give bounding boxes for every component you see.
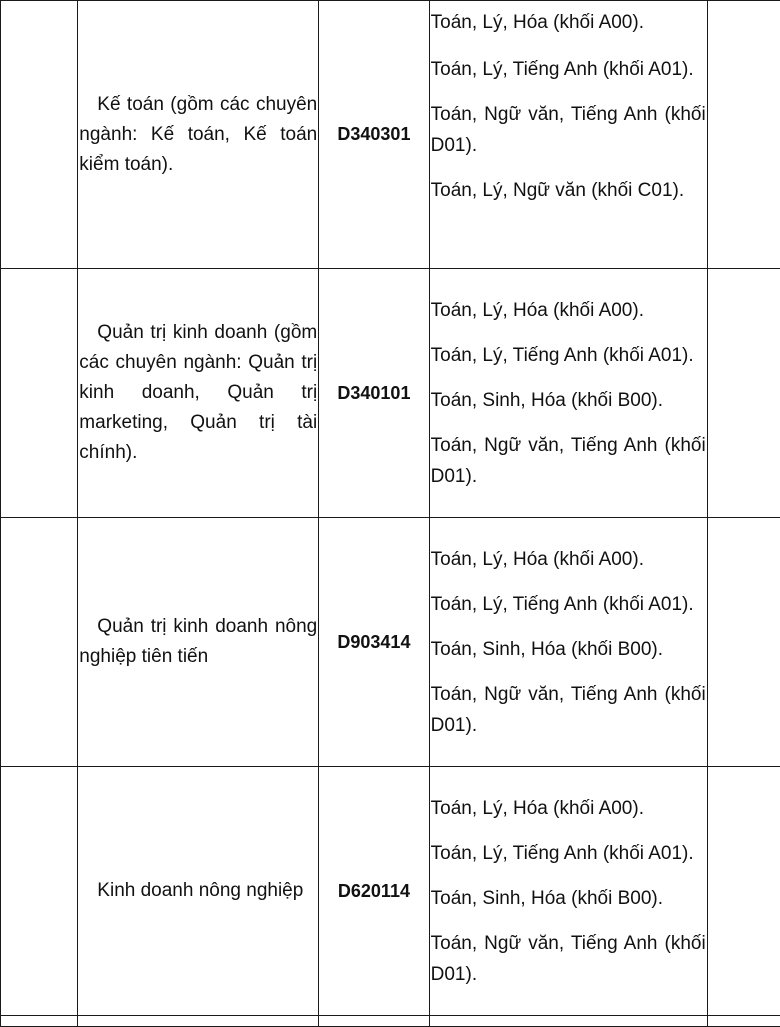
subject-combo: Toán, Sinh, Hóa (khối B00). — [431, 634, 706, 665]
subject-combo: Toán, Lý, Tiếng Anh (khối A01). — [431, 838, 706, 869]
subject-combo: Toán, Lý, Tiếng Anh (khối A01). — [431, 54, 706, 85]
code-cell — [319, 767, 429, 1016]
subject-combo: Toán, Ngữ văn, Tiếng Anh (khối D01). — [431, 99, 706, 161]
major-cell — [78, 518, 319, 767]
subject-combo: Toán, Ngữ văn, Tiếng Anh (khối D01). — [431, 430, 706, 492]
subject-combo: Toán, Lý, Hóa (khối A00). — [431, 7, 706, 38]
major-name: Quản trị kinh doanh nông nghiệp tiên tiến — [78, 612, 318, 672]
subjects-cell — [429, 269, 707, 518]
major-cell — [78, 767, 319, 1016]
note-cell — [707, 1016, 780, 1027]
subject-combo: Toán, Sinh, Hóa (khối B00). — [431, 385, 706, 416]
subject-combos — [430, 295, 707, 492]
subject-combo: Toán, Lý, Hóa (khối A00). — [431, 295, 706, 326]
code-cell — [319, 518, 429, 767]
subject-combo: Toán, Ngữ văn, Tiếng Anh (khối D01). — [431, 928, 706, 990]
major-code: D340301 — [319, 124, 428, 145]
note-cell — [707, 269, 780, 518]
subjects-cell — [429, 518, 707, 767]
note-cell — [707, 1, 780, 269]
major-code: D903414 — [319, 632, 428, 653]
subject-combo: Toán, Lý, Tiếng Anh (khối A01). — [431, 340, 706, 371]
subject-combos — [430, 793, 707, 990]
index-cell — [1, 1016, 78, 1027]
subject-combo: Toán, Ngữ văn, Tiếng Anh (khối D01). — [431, 679, 706, 741]
subjects-cell — [429, 1016, 707, 1027]
subject-combos — [430, 1, 707, 206]
major-cell — [78, 1, 319, 269]
subject-combo: Toán, Sinh, Hóa (khối B00). — [431, 883, 706, 914]
subject-combo: Toán, Lý, Hóa (khối A00). — [431, 793, 706, 824]
code-cell — [319, 1016, 429, 1027]
table-row — [1, 767, 780, 1016]
subject-combo: Toán, Lý, Hóa (khối A00). — [431, 544, 706, 575]
subject-combos — [430, 544, 707, 741]
note-cell — [707, 518, 780, 767]
index-cell — [1, 518, 78, 767]
major-name: Kế toán (gồm các chuyên ngành: Kế toán, Kế toán kiểm toán). — [78, 90, 318, 180]
major-code: D340101 — [319, 383, 428, 404]
subject-combo: Toán, Lý, Ngữ văn (khối C01). — [431, 175, 706, 206]
index-cell — [1, 767, 78, 1016]
table-row — [1, 1, 780, 269]
table-row — [1, 269, 780, 518]
note-cell — [707, 767, 780, 1016]
index-cell — [1, 269, 78, 518]
subjects-cell — [429, 1, 707, 269]
major-code: D620114 — [319, 881, 428, 902]
index-cell — [1, 1, 78, 269]
table-row — [1, 518, 780, 767]
table-row — [1, 1016, 780, 1027]
major-cell — [78, 1016, 319, 1027]
major-cell — [78, 269, 319, 518]
subjects-cell — [429, 767, 707, 1016]
major-name: Kinh doanh nông nghiệp — [78, 876, 318, 906]
code-cell — [319, 1, 429, 269]
code-cell — [319, 269, 429, 518]
major-name: Quản trị kinh doanh (gồm các chuyên ngành: Quản trị kinh doanh, Quản trị marketing, Quản trị tài chính). — [78, 318, 318, 468]
subject-combo: Toán, Lý, Tiếng Anh (khối A01). — [431, 589, 706, 620]
